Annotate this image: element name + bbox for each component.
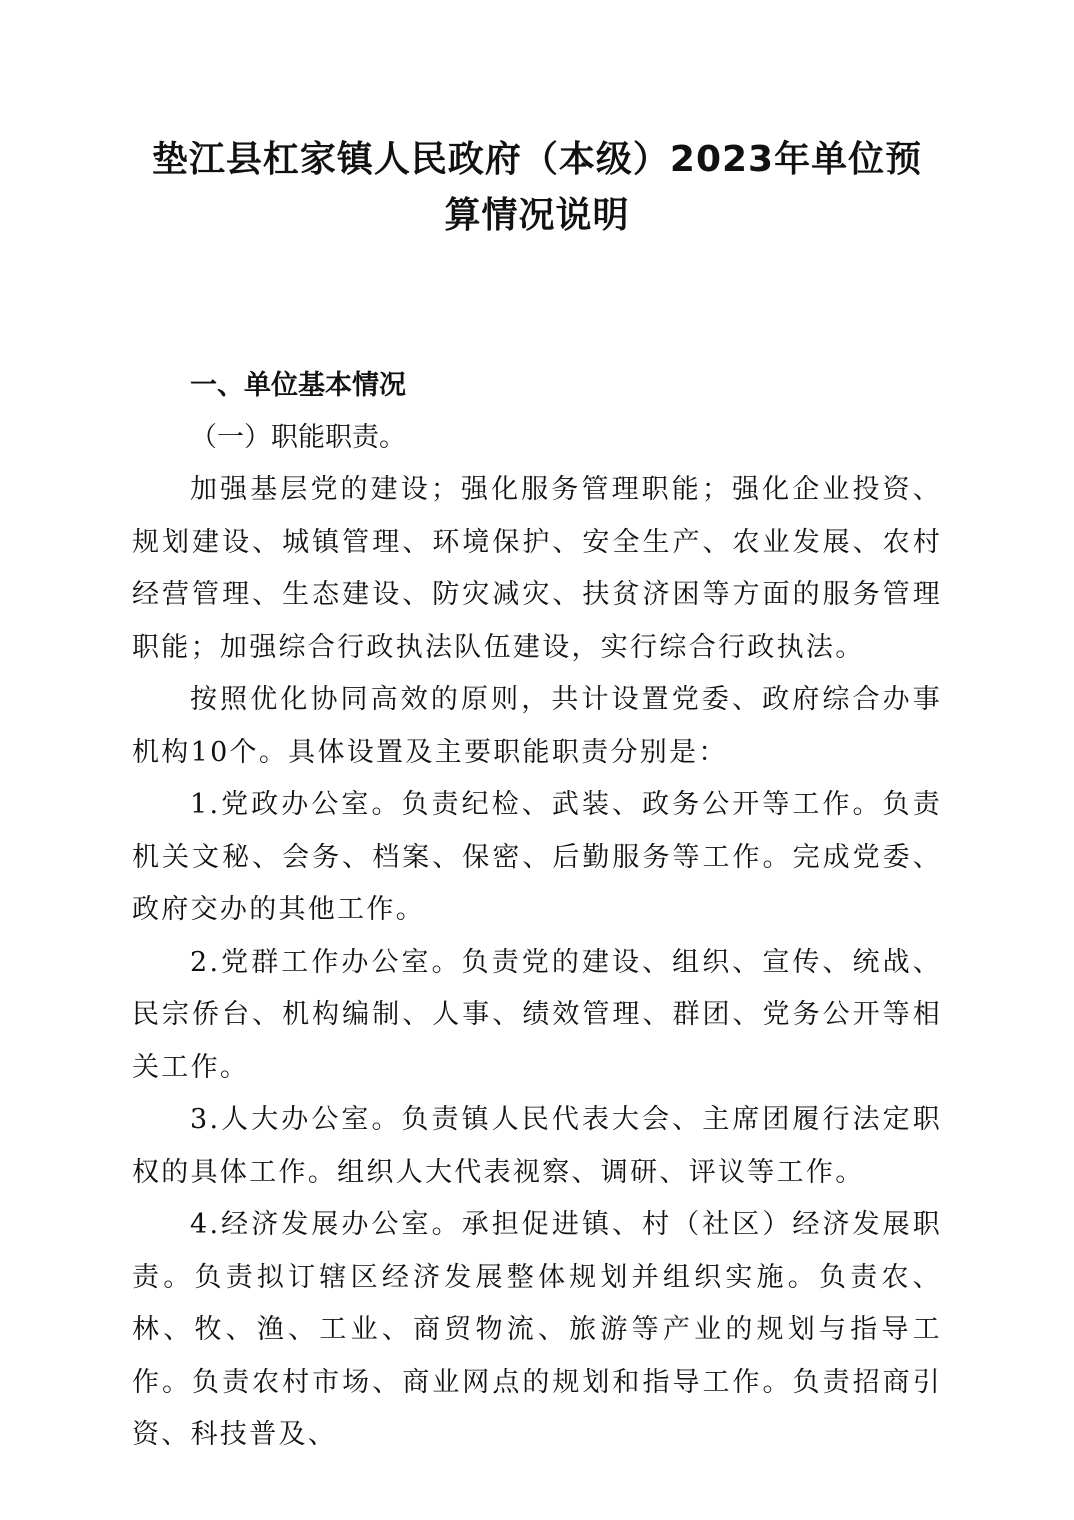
paragraph-office-1: 1.党政办公室。负责纪检、武装、政务公开等工作。负责机关文秘、会务、档案、保密、后勤服务等工作。完成党委、政府交办的其他工作。: [132, 789, 942, 925]
paragraph-office-4: 4.经济发展办公室。承担促进镇、村（社区）经济发展职责。负责拟订辖区经济发展整体规划并组织实施。负责农、林、牧、渔、工业、商贸物流、旅游等产业的规划与指导工作。负责农村市场、商业网点的规划和指导工作。负责招商引资、科技普及、: [132, 1209, 942, 1450]
paragraph-office-3: 3.人大办公室。负责镇人民代表大会、主席团履行法定职权的具体工作。组织人大代表视察、调研、评议等工作。: [132, 1104, 942, 1188]
section-heading-basic-info: 一、单位基本情况: [190, 370, 406, 401]
paragraph-duties-summary: 加强基层党的建设；强化服务管理职能；强化企业投资、规划建设、城镇管理、环境保护、安全生产、农业发展、农村经营管理、生态建设、防灾减灾、扶贫济困等方面的服务管理职能；加强综合行政执法队伍建设，实行综合行政执法。: [132, 474, 942, 663]
paragraph-office-2: 2.党群工作办公室。负责党的建设、组织、宣传、统战、民宗侨台、机构编制、人事、绩效管理、群团、党务公开等相关工作。: [132, 946, 942, 1083]
subsection-heading-duties: （一）职能职责。: [190, 422, 406, 453]
document-title: [132, 132, 942, 244]
title-line-2: 算情况说明: [444, 195, 630, 236]
paragraph-institutions-intro: 按照优化协同高效的原则，共计设置党委、政府综合办事机构10个。具体设置及主要职能职责分别是：: [132, 684, 942, 768]
title-line-1: 垫江县杠家镇人民政府（本级）2023年单位预: [151, 139, 923, 180]
